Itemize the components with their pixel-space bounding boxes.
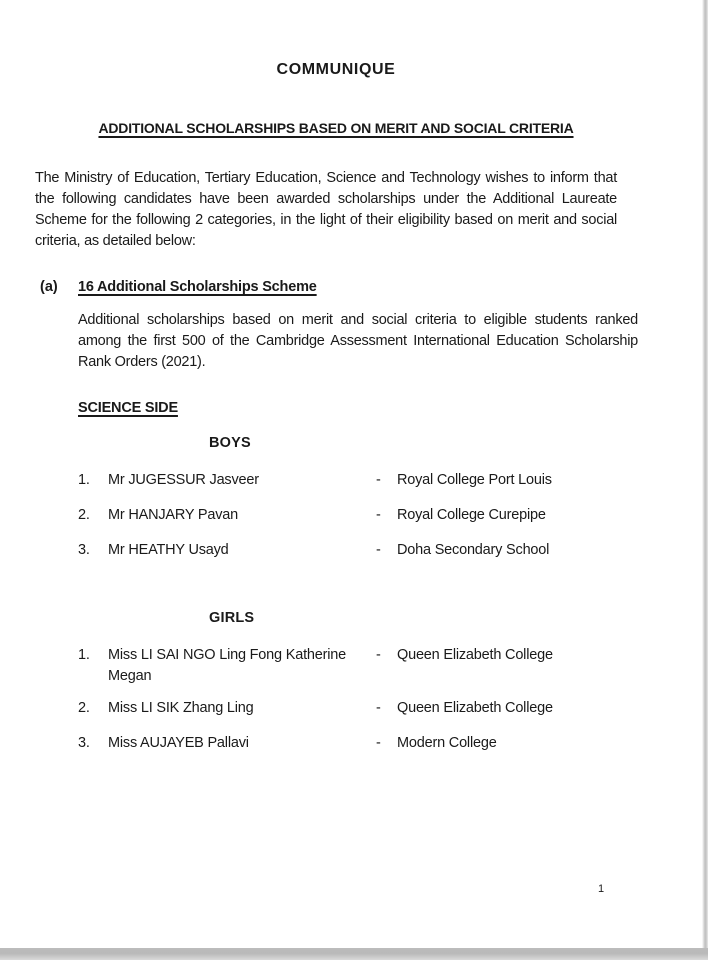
entry-dash: -: [376, 647, 381, 663]
intro-paragraph: The Ministry of Education, Tertiary Education, Science and Technology wishes to inform that the following candidates have been awarded scholarships under the Additional Laureate Scheme for the following 2 categories, in the light of their eligibility based on merit and social criteria, as detailed below:: [35, 170, 617, 249]
science-side-heading-text: SCIENCE SIDE: [78, 400, 178, 416]
entry-number: 3.: [78, 542, 90, 558]
entry-number: 2.: [78, 700, 90, 716]
girls-heading: GIRLS: [209, 610, 255, 626]
entry-school: Royal College Port Louis: [397, 472, 552, 488]
main-heading-text: ADDITIONAL SCHOLARSHIPS BASED ON MERIT AND SOCIAL CRITERIA: [98, 120, 574, 136]
entry-dash: -: [376, 735, 381, 751]
section-a-title: [78, 279, 317, 295]
entry-dash: -: [376, 507, 381, 523]
scan-edge-right: [702, 0, 708, 960]
entry-dash: -: [376, 542, 381, 558]
entry-name: Mr HANJARY Pavan: [108, 507, 239, 523]
page-number: 1: [598, 883, 605, 895]
entry-number: 3.: [78, 735, 90, 751]
entry-school: Modern College: [397, 735, 497, 751]
entry-dash: -: [376, 472, 381, 488]
entry-number: 1.: [78, 472, 90, 488]
science-side-heading: [78, 400, 178, 416]
entry-school: Doha Secondary School: [397, 542, 550, 558]
boys-heading: BOYS: [209, 435, 251, 451]
section-a-label: (a): [40, 279, 58, 295]
entry-school: Queen Elizabeth College: [397, 647, 553, 663]
entry-name: Miss AUJAYEB Pallavi: [108, 735, 249, 751]
entry-dash: -: [376, 700, 381, 716]
entry-school: Queen Elizabeth College: [397, 700, 553, 716]
scan-edge-bottom: [0, 948, 708, 960]
entry-name: Miss LI SIK Zhang Ling: [108, 700, 254, 716]
entry-name: Mr HEATHY Usayd: [108, 542, 229, 558]
main-heading: [0, 120, 672, 136]
entry-number: 1.: [78, 647, 90, 663]
document-title: COMMUNIQUE: [276, 61, 396, 78]
section-a-body: Additional scholarships based on merit and social criteria to eligible students ranked among the first 500 of the Cambridge Assessment International Education Scholarship Rank Orders (2021).: [78, 312, 638, 370]
entry-school: Royal College Curepipe: [397, 507, 546, 523]
entry-name: Miss LI SAI NGO Ling Fong Katherine Megan: [108, 647, 346, 684]
section-a-title-text: 16 Additional Scholarships Scheme: [78, 279, 317, 295]
entry-number: 2.: [78, 507, 90, 523]
entry-name: Mr JUGESSUR Jasveer: [108, 472, 259, 488]
